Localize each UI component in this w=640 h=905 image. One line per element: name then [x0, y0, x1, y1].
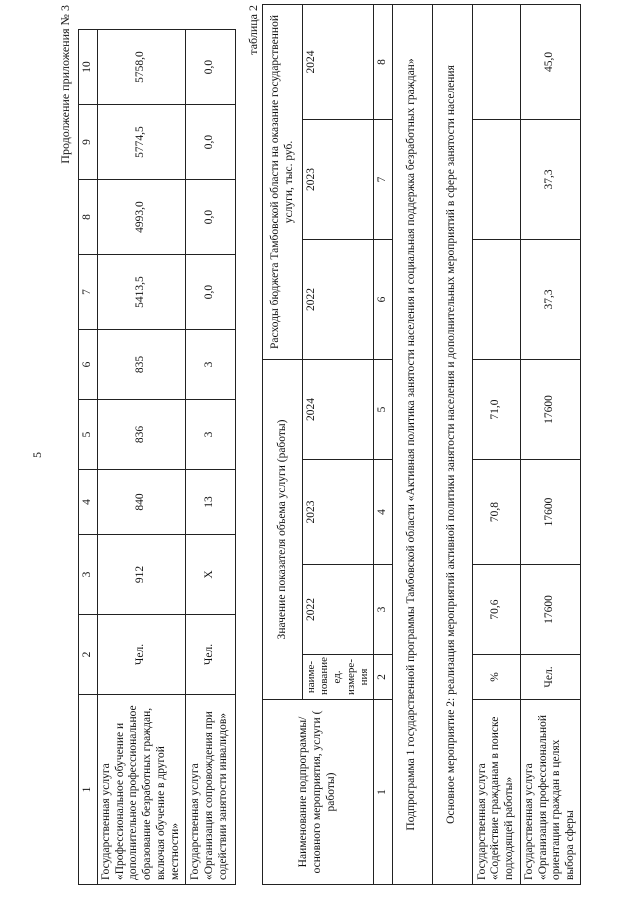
year-header: 2022 [303, 565, 374, 655]
col-number: 6 [79, 330, 98, 400]
value-cell: 37,3 [520, 119, 580, 239]
value-cell: 17600 [520, 359, 580, 459]
budget-year-header: 2022 [303, 239, 374, 359]
value-cell [472, 239, 520, 359]
year-header: 2023 [303, 460, 374, 565]
col-number: 2 [79, 615, 98, 695]
col-number: 1 [373, 700, 392, 885]
col-number: 7 [79, 255, 98, 330]
table-row [520, 4, 580, 884]
value-cell: 71,0 [472, 359, 520, 459]
value-cell: Х [185, 535, 235, 615]
unit-cell: Чел. [97, 615, 185, 695]
col-number: 6 [373, 239, 392, 359]
value-cell: 0,0 [185, 30, 235, 105]
col-number: 8 [373, 4, 392, 119]
table-2-caption: таблица 2 [246, 5, 260, 55]
col-number: 7 [373, 119, 392, 239]
value-cell: 0,0 [185, 180, 235, 255]
budget-year-header: 2024 [303, 4, 374, 119]
table-row [185, 30, 235, 885]
col-number: 1 [79, 695, 98, 885]
value-cell: 17600 [520, 565, 580, 655]
value-cell: 5413,5 [97, 255, 185, 330]
col-number: 9 [79, 105, 98, 180]
value-cell: 45,0 [520, 4, 580, 119]
value-cell: 840 [97, 470, 185, 535]
volume-group-header: Значение показателя объема услуги (работы) [263, 359, 303, 699]
value-cell: 3 [185, 330, 235, 400]
value-cell: 70,6 [472, 565, 520, 655]
measure-title: Основное мероприятие 2: реализация мероприятий активной политики занятости населения и дополнительных мероприятий в сфере занятости населения [432, 4, 472, 884]
col-number: 3 [79, 535, 98, 615]
col-number: 5 [79, 400, 98, 470]
unit-cell: Чел. [185, 615, 235, 695]
value-cell: 836 [97, 400, 185, 470]
value-cell: 3 [185, 400, 235, 470]
budget-group-header: Расходы бюджета Тамбовской области на оказание государственной услуги, тыс. руб. [263, 4, 303, 359]
unit-cell: % [472, 655, 520, 700]
continuation-caption: Продолжение приложения № 3 [58, 5, 72, 164]
unit-cell: Чел. [520, 655, 580, 700]
col-number: 5 [373, 359, 392, 459]
unit-column-header: наиме-нование ед. измере-ния [303, 655, 374, 700]
year-header: 2024 [303, 359, 374, 459]
col-number: 4 [79, 470, 98, 535]
table-2-column-numbers-row [373, 4, 392, 884]
value-cell: 4993,0 [97, 180, 185, 255]
measure-row [432, 4, 472, 884]
value-cell: 17600 [520, 460, 580, 565]
service-name: Государственная услуга «Профессиональное обучение и дополнительное профессиональное образование безработных граждан, включая обучение в другой местности» [97, 695, 185, 885]
col-number: 4 [373, 460, 392, 565]
service-name: Государственная услуга «Организация профессиональной ориентации граждан в целях выбора сферы [520, 700, 580, 885]
col-number: 8 [79, 180, 98, 255]
value-cell: 5758,0 [97, 30, 185, 105]
service-name: Государственная услуга «Организация сопровождения при содействии занятости инвалидов» [185, 695, 235, 885]
subprogram-title: Подпрограмма 1 государственной программы Тамбовской области «Активная политика занятости населения и социальная поддержка безработных граждан» [392, 4, 432, 884]
table-1-column-numbers-row [79, 30, 98, 885]
table-row [472, 4, 520, 884]
value-cell: 13 [185, 470, 235, 535]
table-1 [78, 29, 236, 885]
col-number: 3 [373, 565, 392, 655]
table-row [97, 30, 185, 885]
value-cell [472, 119, 520, 239]
value-cell: 5774,5 [97, 105, 185, 180]
name-column-header: Наименование подпрограммы/ основного мероприятия, услуги ( работы) [263, 700, 374, 885]
service-name: Государственная услуга «Содействие гражданам в поиске подходящей работы» [472, 700, 520, 885]
col-number: 10 [79, 30, 98, 105]
table-2-header-row [263, 4, 303, 884]
value-cell [472, 4, 520, 119]
value-cell: 0,0 [185, 255, 235, 330]
value-cell: 37,3 [520, 239, 580, 359]
value-cell: 912 [97, 535, 185, 615]
col-number: 2 [373, 655, 392, 700]
page-number: 5 [30, 452, 44, 458]
value-cell: 0,0 [185, 105, 235, 180]
budget-year-header: 2023 [303, 119, 374, 239]
value-cell: 70,8 [472, 460, 520, 565]
value-cell: 835 [97, 330, 185, 400]
subprogram-row [392, 4, 432, 884]
table-2 [262, 4, 581, 885]
